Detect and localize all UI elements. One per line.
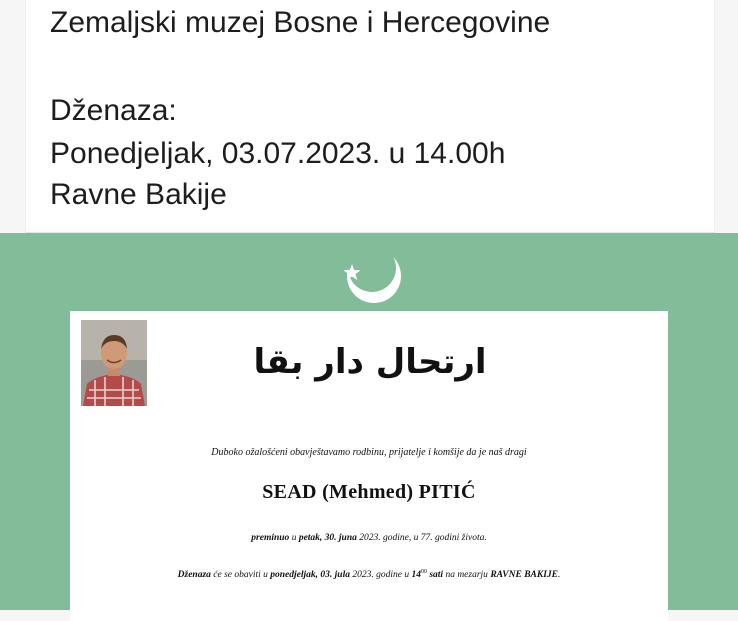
crescent-star-icon (336, 244, 404, 304)
message-bubble (25, 0, 715, 233)
museum-line: Zemaljski muzej Bosne i Hercegovine (50, 6, 551, 39)
announcement-intro: Duboko ožalošćeni obavještavamo rodbinu, prijatelje i komšije da je naš dragi (211, 447, 527, 458)
svg-text:ارتحال دار بقا: ارتحال دار بقا (253, 342, 487, 382)
funeral-label: Dženaza: (50, 94, 177, 127)
portrait-photo (81, 320, 147, 406)
arabic-calligraphy (253, 323, 487, 397)
funeral-place: Ravne Bakije (50, 178, 227, 211)
funeral-datetime: Ponedjeljak, 03.07.2023. u 14.00h (50, 137, 506, 170)
obituary-notice (70, 311, 668, 621)
funeral-info-line: Dženaza će se obaviti u ponedjeljak, 03. jula 2023. godine u $14^{00}$ sati na mezarju RAVNE BAKIJE. (177, 569, 561, 581)
death-date-line: preminuo u petak, 30. juna 2023. godine, u 77. godini života. (251, 533, 487, 543)
deceased-name: SEAD (Mehmed) PITIĆ (262, 481, 476, 503)
attached-image[interactable] (0, 233, 738, 610)
